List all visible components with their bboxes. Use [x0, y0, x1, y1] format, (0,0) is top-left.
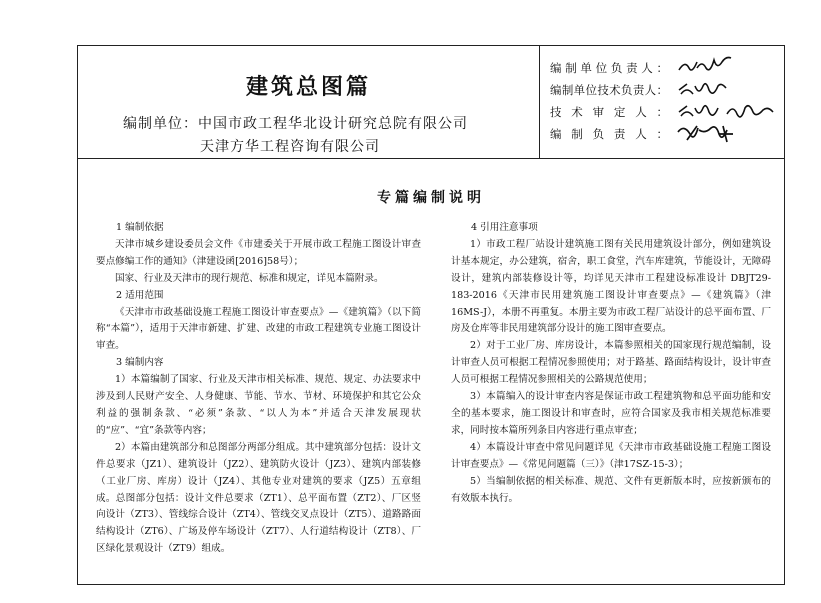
header-divider — [78, 158, 784, 159]
paragraph: 2）对于工业厂房、库房设计，本篇参照相关的国家现行规范编制，设计审查人员可根据工程情况参照使用；对于路基、路面结构设计，设计审查人员可根据工程情况参照相关的公路规范使用； — [451, 340, 771, 386]
org-line-1: 编制单位：中国市政工程华北设计研究总院有限公司 — [123, 116, 468, 132]
responsible-label: 技术审定人： — [550, 105, 668, 119]
responsible-label: 编制负责人： — [550, 127, 668, 141]
heading-1: 1 编制依据 — [116, 222, 164, 233]
responsible-row-tech-head — [550, 82, 668, 102]
responsibles-panel — [540, 46, 784, 158]
paragraph: 3）本篇编入的设计审查内容是保证市政工程建筑物和总平面功能和安全的基本要求，施工图设计和审查时，应符合国家及我市相关规范标准要求，同时按本篇所列条目内容进行重点审查； — [451, 391, 771, 436]
heading-2: 2 适用范围 — [116, 289, 164, 301]
paragraph: 1）本篇编制了国家、行业及天津市相关标准、规范、规定、办法要求中涉及到人民财产安全、人身健康、节能、节水、节材、环境保护和其它公众利益的强制条款、“必须”条款、“以人为本”并适合天津发展现状的“应”、“宜”条款等内容； — [96, 374, 421, 436]
heading-3: 3 编制内容 — [116, 357, 164, 369]
paragraph: 5）当编制依据的相关标准、规范、文件有更新版本时，应按新颁布的有效版本执行。 — [451, 475, 771, 504]
paragraph: 2）本篇由建筑部分和总图部分两部分组成。其中建筑部分包括：设计文件总要求（JZ1）、建筑设计（JZ2）、建筑防火设计（JZ3）、建筑内部装修（工业厂房、库房）设计（JZ4）、其他专业对建筑的要求（JZ5）五章组成。总图部分包括：设计文件总要求（ZT1）、总平面布置（ZT2）、厂区竖向设计（ZT3）、管线综合设计（ZT4）、管线交叉点设计（ZT5）、道路路面结构设计（ZT6）、广场及停车场设计（ZT7）、人行道结构设计（ZT8）、厂区绿化景观设计（ZT9）组成。 — [96, 441, 421, 555]
responsible-label: 编制单位负责人： — [550, 61, 668, 75]
handwritten-signature-2 — [675, 78, 735, 100]
org-line-2: 天津方华工程咨询有限公司 — [200, 139, 380, 155]
responsible-label: 编制单位技术负责人： — [550, 83, 668, 97]
document-title: 建筑总图篇 — [245, 74, 371, 100]
paragraph: 1）市政工程厂站设计建筑施工图有关民用建筑设计部分，例如建筑设计基本规定，办公建筑，宿舍，职工食堂，汽车库建筑，节能设计，无障碍设计，建筑内部装修设计等，均详见天津市工程建设标准设计 DBJT29-183-2016《天津市民用建筑施工图设计审查要点》—《建筑篇》（津16MS-J），本册不再重复。本册主要为市政工程厂站设计的总平面布置、厂房及仓库等非民用建筑部分设计的施工图审查要点。 — [451, 238, 771, 335]
paragraph: 《天津市市政基础设施工程施工图设计审查要点》—《建筑篇》（以下简称“本篇”），适用于天津市新建、扩建、改建的市政工程建筑专业施工图设计审查。 — [96, 306, 421, 352]
handwritten-signature-4 — [675, 122, 745, 146]
responsible-row-chief-editor — [550, 126, 668, 146]
paragraph: 4）本篇设计审查中常见问题详见《天津市市政基础设施工程施工图设计审查要点》—《常见问题篇（三）》（津17SZ-15-3）； — [451, 441, 771, 470]
paragraph: 国家、行业及天津市的现行规范、标准和规定，详见本篇附录。 — [115, 272, 384, 284]
paragraph: 天津市城乡建设委员会文件《市建委关于开展市政工程施工图设计审查要点修编工作的通知》（津建设函[2016]58号）； — [96, 238, 421, 267]
responsible-row-unit-head — [550, 60, 668, 80]
responsible-row-tech-review — [550, 104, 668, 124]
document-frame — [77, 45, 785, 585]
header-left-panel — [78, 46, 540, 158]
heading-4: 4 引用注意事项 — [471, 222, 538, 233]
left-column — [96, 220, 421, 558]
handwritten-signature-3 — [675, 100, 785, 122]
right-column — [451, 220, 771, 507]
section-title: 专篇编制说明 — [377, 190, 485, 206]
handwritten-signature-1 — [675, 56, 735, 78]
